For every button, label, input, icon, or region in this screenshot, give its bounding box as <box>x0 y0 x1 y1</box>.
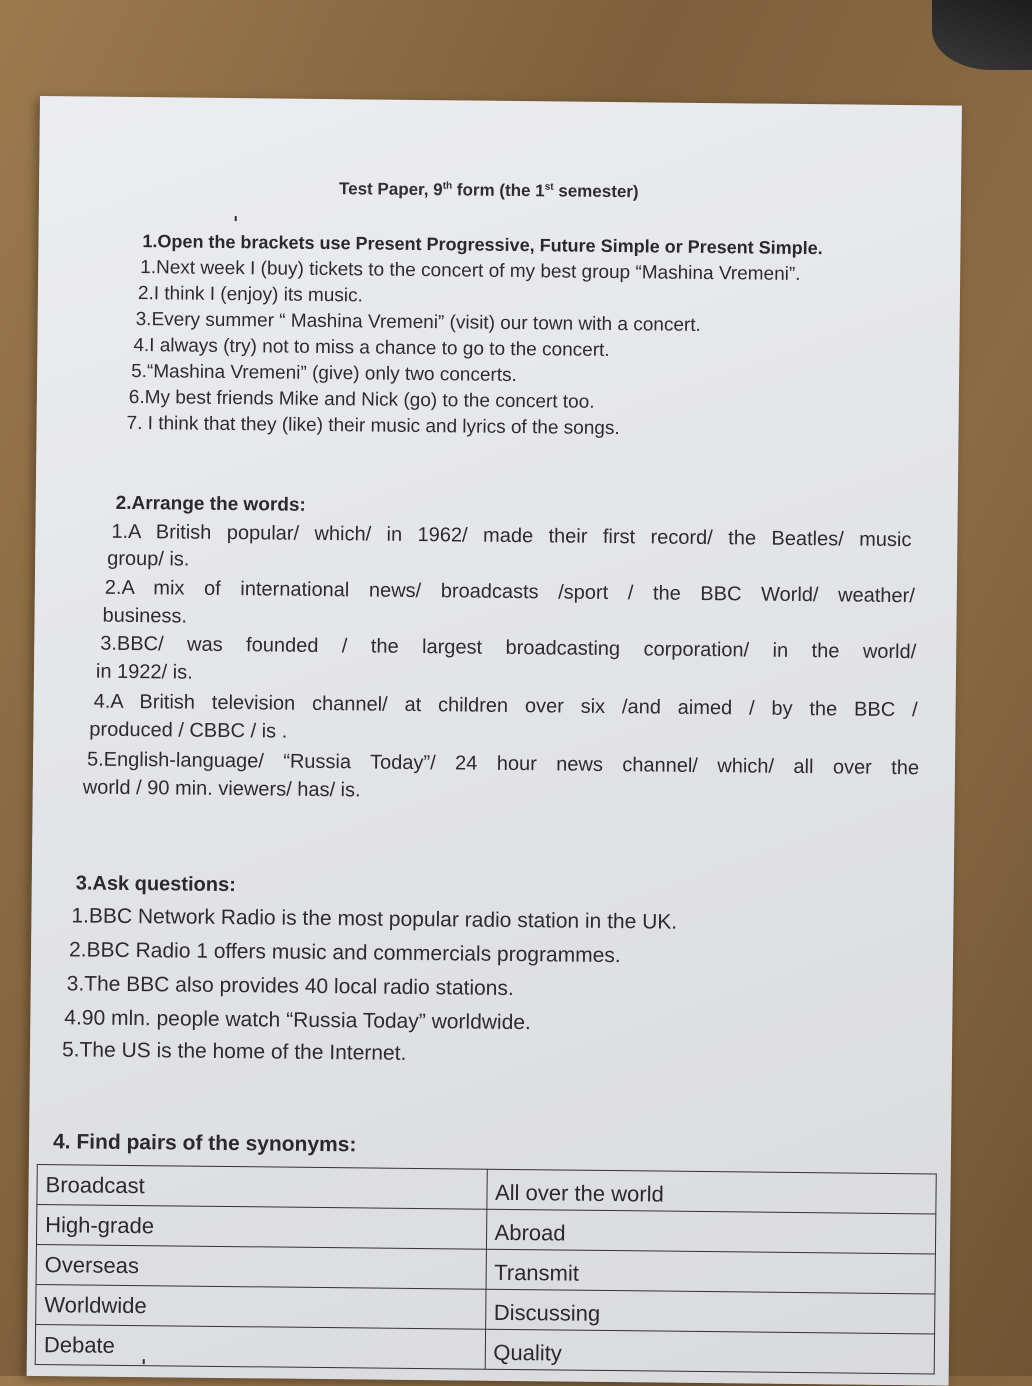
section-2-item-4-line-1: 4.A British television channel/ at children over six /and aimed / by the BBC / <box>93 690 918 722</box>
synonym-right-cell: All over the world <box>486 1169 936 1214</box>
section-3-item-3: 3.The BBC also provides 40 local radio stations. <box>66 972 514 1001</box>
section-2-item-2-line-2: business. <box>102 604 188 628</box>
section-1-item-2: 2.I think I (enjoy) its music. <box>137 283 363 307</box>
section-2-item-3-line-1: 3.BBC/ was founded / the largest broadcasting corporation/ in the world/ <box>100 632 917 664</box>
synonym-left-cell: Overseas <box>36 1245 486 1290</box>
section-1-item-5: 5.“Mashina Vremeni” (give) only two concerts. <box>131 360 517 387</box>
synonym-left-cell: High-grade <box>36 1205 486 1250</box>
synonyms-table <box>35 1164 937 1374</box>
pen-mark <box>235 216 237 221</box>
synonym-left-cell: Worldwide <box>36 1285 486 1330</box>
section-3-item-1: 1.BBC Network Radio is the most popular radio station in the UK. <box>71 904 678 934</box>
synonym-right-cell: Abroad <box>486 1209 936 1254</box>
title-middle: form (the 1 <box>452 180 545 201</box>
title-suffix: semester) <box>553 181 639 202</box>
section-2-item-4-line-2: produced / CBBC / is . <box>89 718 288 743</box>
page-title <box>339 179 639 202</box>
synonym-right-cell: Transmit <box>486 1249 936 1294</box>
section-2-item-3-line-2: in 1922/ is. <box>95 660 193 684</box>
section-3-item-5: 5.The US is the home of the Internet. <box>61 1038 407 1065</box>
section-1-heading: 1.Open the brackets use Present Progressive, Future Simple or Present Simple. <box>142 231 823 259</box>
section-2-item-1-line-1: 1.A British popular/ which/ in 1962/ made their first record/ the Beatles/ music <box>111 520 912 552</box>
section-2-heading: 2.Arrange the words: <box>115 492 306 516</box>
synonym-right-cell: Quality <box>485 1329 935 1374</box>
section-2-item-5-line-1: 5.English-language/ “Russia Today”/ 24 hour news channel/ which/ all over the <box>86 748 920 780</box>
section-3-item-4: 4.90 mln. people watch “Russia Today” worldwide. <box>64 1006 531 1035</box>
section-3-heading: 3.Ask questions: <box>75 872 236 897</box>
section-1-item-3: 3.Every summer “ Mashina Vremeni” (visit) our town with a concert. <box>135 309 701 336</box>
synonym-left-cell: Broadcast <box>37 1165 487 1210</box>
test-paper-sheet <box>27 96 962 1386</box>
pen-mark <box>143 1359 145 1364</box>
section-1-item-4: 4.I always (try) not to miss a chance to go to the concert. <box>133 334 610 361</box>
section-1-item-6: 6.My best friends Mike and Nick (go) to the concert too. <box>128 386 595 413</box>
section-3-item-2: 2.BBC Radio 1 offers music and commercials programmes. <box>68 938 621 968</box>
dark-object-corner <box>932 0 1032 70</box>
section-4-heading: 4. Find pairs of the synonyms: <box>52 1130 357 1157</box>
synonym-left-cell: Debate <box>35 1325 485 1370</box>
section-1-item-7: 7. I think that they (like) their music and lyrics of the songs. <box>126 412 620 440</box>
title-prefix: Test Paper, 9 <box>338 179 443 200</box>
table-row <box>35 1325 934 1374</box>
section-2-item-5-line-2: world / 90 min. viewers/ has/ is. <box>82 776 361 802</box>
section-1-item-1: 1.Next week I (buy) tickets to the concert of my best group “Mashina Vremeni”. <box>140 257 801 285</box>
section-2-item-1-line-2: group/ is. <box>107 547 190 571</box>
synonym-right-cell: Discussing <box>485 1289 935 1334</box>
title-sup-st: st <box>544 181 554 193</box>
section-2-item-2-line-1: 2.A mix of international news/ broadcasts /sport / the BBC World/ weather/ <box>104 576 915 608</box>
title-sup-th: th <box>442 180 453 192</box>
